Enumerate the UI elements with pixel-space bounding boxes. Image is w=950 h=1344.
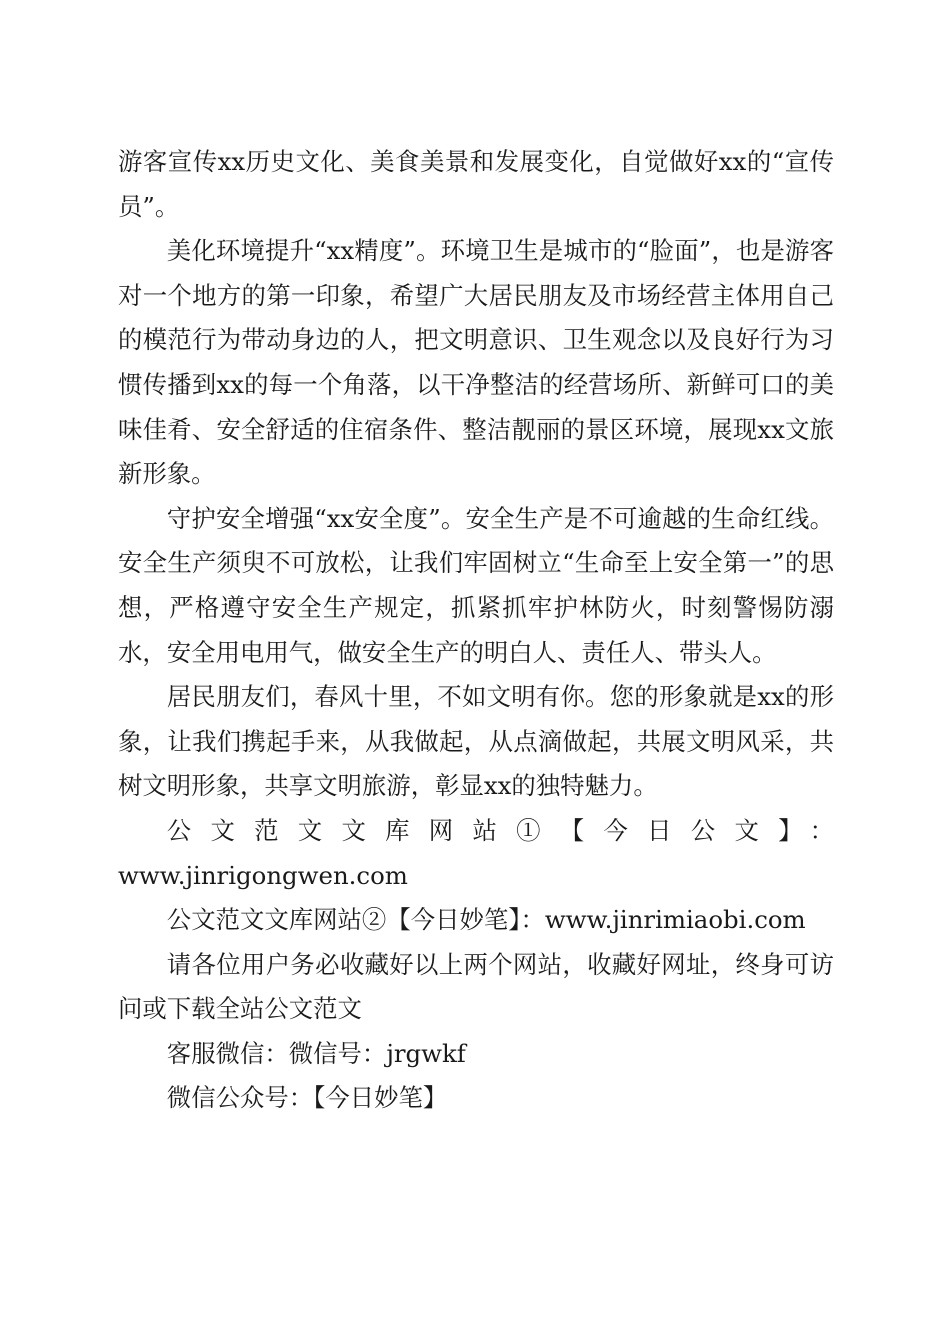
paragraph-safety: 守护安全增强“xx安全度”。安全生产是不可逾越的生命红线。安全生产须臾不可放松，让我们牢固树立“生命至上安全第一”的思想，严格遵守安全生产规定，抓紧抓牢护林防火，时刻警惕防溺水，安全用电用气，做安全生产的明白人、责任人、带头人。	[118, 503, 834, 667]
paragraph-closing: 居民朋友们，春风十里，不如文明有你。您的形象就是xx的形象，让我们携起手来，从我做起，从点滴做起，共展文明风采，共树文明形象，共享文明旅游，彰显xx的独特魅力。	[118, 682, 834, 801]
document-page	[118, 140, 834, 1121]
footer-wechat-official: 微信公众号：【今日妙笔】	[166, 1083, 448, 1113]
footer-wechat-service: 客服微信：微信号：jrgwkf	[166, 1038, 466, 1068]
footer-site1-url[interactable]: www.jinrigongwen.com	[118, 860, 408, 890]
footer-site1-label: 公文范文文库网站①【今日公文】：	[166, 815, 834, 845]
footer-site2-line[interactable]: 公文范文文库网站②【今日妙笔】：www.jinrimiaobi.com	[166, 905, 806, 935]
paragraph-environment: 美化环境提升“xx精度”。环境卫生是城市的“脸面”，也是游客对一个地方的第一印象，希望广大居民朋友及市场经营主体用自己的模范行为带动身边的人，把文明意识、卫生观念以及良好行为习惯传播到xx的每一个角落，以干净整洁的经营场所、新鲜可口的美味佳肴、安全舒适的住宿条件、整洁靓丽的景区环境，展现xx文旅新形象。	[118, 236, 834, 489]
footer-notice: 请各位用户务必收藏好以上两个网站，收藏好网址，终身可访问或下载全站公文范文	[118, 949, 834, 1024]
paragraph-intro-continuation: 游客宣传xx历史文化、美食美景和发展变化，自觉做好xx的“宣传员”。	[118, 147, 834, 221]
